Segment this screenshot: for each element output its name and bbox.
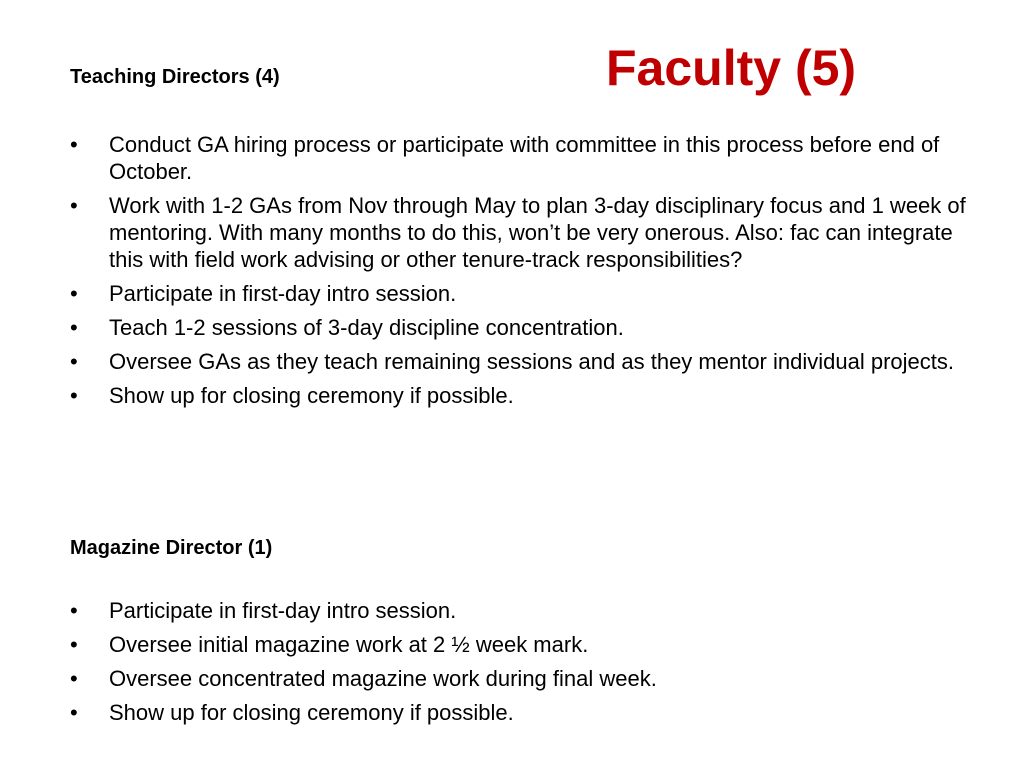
teaching-directors-list [70,131,970,416]
section-heading-teaching-directors: Teaching Directors (4) [70,66,280,88]
list-item-text: Participate in first-day intro session. [109,281,457,306]
list-item [70,131,970,185]
list-item [70,280,970,307]
slide-title: Faculty (5) [606,40,857,96]
list-item [70,597,970,624]
bullet-icon: • [70,193,78,218]
list-item [70,665,970,692]
list-item [70,631,970,658]
list-item [70,699,970,726]
bullet-icon: • [70,281,78,306]
list-item-text: Work with 1-2 GAs from Nov through May to plan 3-day disciplinary focus and 1 week of mentoring. With many months to do this, won’t be very onerous. Also: fac can integrate this with field work advising or other tenure-track responsibilities? [109,193,966,272]
magazine-director-list [70,597,970,733]
list-item [70,192,970,273]
bullet-icon: • [70,598,78,623]
bullet-icon: • [70,349,78,374]
list-item-text: Oversee GAs as they teach remaining sessions and as they mentor individual projects. [109,349,954,374]
bullet-icon: • [70,666,78,691]
list-item [70,348,970,375]
list-item [70,382,970,409]
list-item-text: Oversee initial magazine work at 2 ½ week mark. [109,632,589,657]
list-item-text: Show up for closing ceremony if possible. [109,700,514,725]
list-item-text: Participate in first-day intro session. [109,598,457,623]
bullet-icon: • [70,383,78,408]
bullet-icon: • [70,315,78,340]
bullet-icon: • [70,632,78,657]
list-item-text: Teach 1-2 sessions of 3-day discipline concentration. [109,315,624,340]
list-item-text: Oversee concentrated magazine work during final week. [109,666,657,691]
list-item-text: Show up for closing ceremony if possible. [109,383,514,408]
bullet-icon: • [70,700,78,725]
bullet-icon: • [70,132,78,157]
list-item [70,314,970,341]
section-heading-magazine-director: Magazine Director (1) [70,537,273,559]
list-item-text: Conduct GA hiring process or participate with committee in this process before end of October. [109,132,940,184]
